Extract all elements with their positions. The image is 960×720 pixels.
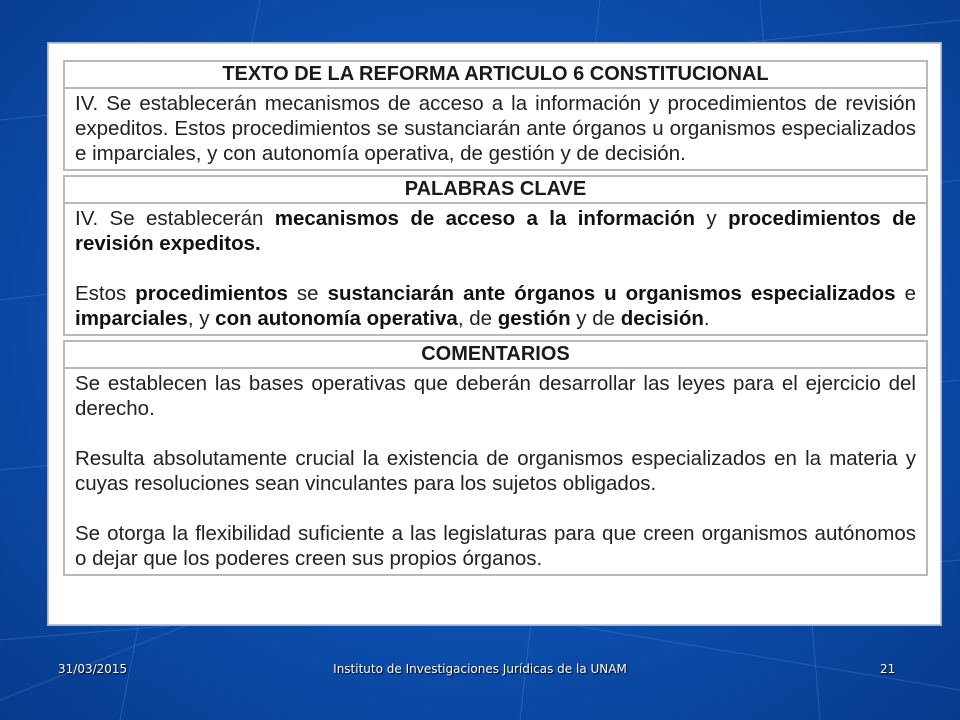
text-run: e: [895, 282, 916, 305]
document-title: TEXTO DE LA REFORMA ARTICULO 6 CONSTITUCIONAL: [64, 61, 927, 88]
text-run: , de: [457, 307, 498, 330]
text-run: .: [703, 307, 710, 330]
keyword-phrase: procedimientos de revisión expeditos.: [75, 207, 916, 255]
keyword-phrase: sustanciarán ante órganos u organismos especializados: [327, 282, 896, 305]
keywords-paragraph-2: [75, 281, 916, 331]
text-run: Estos: [75, 282, 136, 305]
keyword-phrase: mecanismos de acceso a la información: [274, 207, 696, 230]
reform-text: IV. Se establecerán mecanismos de acceso a la información y procedimientos de revisión expeditos. Estos procedimientos se sustanciarán ante órganos u organismos especializados e imparciales, y con autonomía operativa, de gestión y de decisión.: [64, 88, 927, 170]
keyword-phrase: procedimientos: [135, 282, 288, 305]
text-run: y de: [570, 307, 621, 330]
document-panel: [48, 43, 941, 625]
text-run: y: [695, 207, 729, 230]
keyword-phrase: gestión: [497, 307, 571, 330]
page-number: 21: [880, 662, 896, 676]
text-run: se: [287, 282, 328, 305]
comment-2: Resulta absolutamente crucial la existencia de organismos especializados en la materia y cuyas resoluciones sean vinculantes para los sujetos obligados.: [75, 447, 916, 495]
comments-cell: [64, 368, 927, 575]
keyword-phrase: decisión: [620, 307, 704, 330]
footer-date: 31/03/2015: [58, 662, 128, 676]
keyword-phrase: con autonomía operativa: [215, 307, 458, 330]
text-run: , y: [187, 307, 216, 330]
footer-institute: Instituto de Investigaciones Jurídicas de la UNAM: [333, 662, 627, 676]
comment-1: Se establecen las bases operativas que deberán desarrollar las leyes para el ejercicio del derecho.: [75, 372, 916, 420]
reform-table: [63, 60, 928, 576]
text-run: IV. Se establecerán: [75, 207, 275, 230]
keywords-paragraph-1: [75, 206, 916, 256]
keywords-header: PALABRAS CLAVE: [64, 176, 927, 203]
keyword-phrase: imparciales: [75, 307, 188, 330]
keywords-cell: [64, 203, 927, 335]
comment-3: Se otorga la flexibilidad suficiente a las legislaturas para que creen organismos autónomos o dejar que los poderes creen sus propios órganos.: [75, 522, 916, 570]
comments-header: COMENTARIOS: [64, 341, 927, 368]
